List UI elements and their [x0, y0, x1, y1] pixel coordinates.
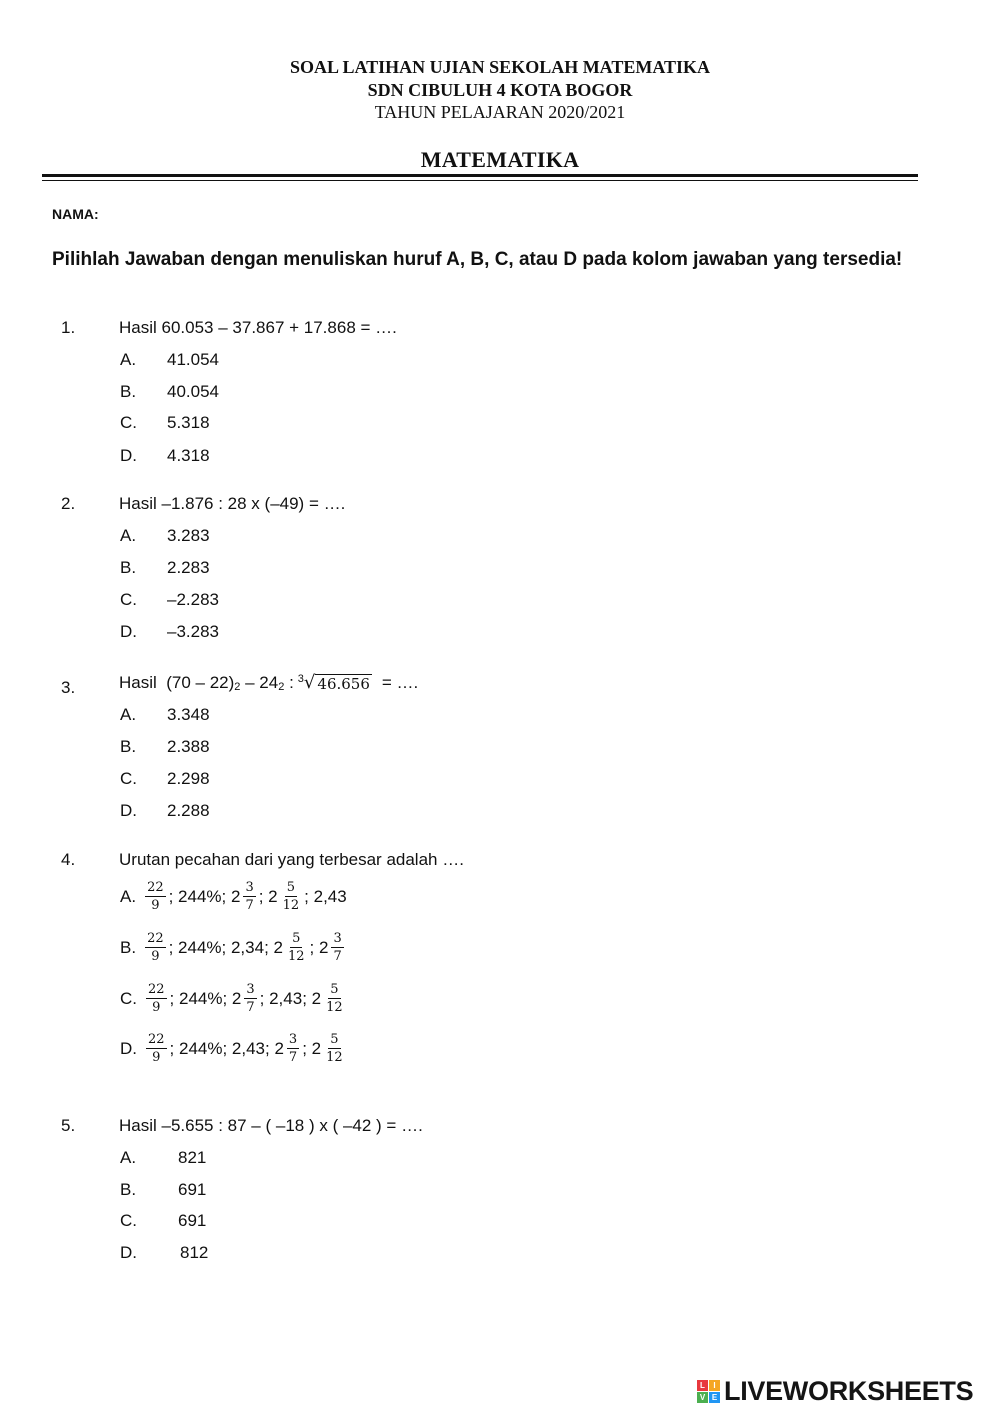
instruction-text: Pilihlah Jawaban dengan menuliskan huruf A, B, C, atau D pada kolom jawaban yang tersedia!: [52, 249, 903, 270]
numerator: 3: [288, 1032, 298, 1047]
logo-tile: I: [709, 1380, 720, 1391]
denominator: 12: [287, 949, 305, 964]
fraction: [324, 982, 345, 1015]
option-letter[interactable]: C.: [120, 413, 137, 432]
option-letter[interactable]: A.: [120, 705, 137, 724]
numerator: 3: [245, 880, 254, 895]
option-value[interactable]: 5.318: [167, 413, 210, 432]
subject-heading: MATEMATIKA: [420, 147, 580, 172]
fraction: [324, 1032, 345, 1065]
fraction: [331, 931, 343, 964]
numerator: 22: [147, 931, 164, 946]
option-value[interactable]: –3.283: [167, 622, 219, 641]
denominator: 7: [333, 949, 342, 964]
option-letter[interactable]: B.: [120, 737, 137, 756]
numerator: 3: [246, 982, 255, 997]
logo-tile: E: [709, 1392, 720, 1403]
school-year: TAHUN PELAJARAN 2020/2021: [374, 102, 626, 122]
option-letter[interactable]: B.: [120, 937, 137, 957]
question-number: 3.: [61, 678, 76, 697]
option-text: ; 244%; 2,34; 2: [168, 937, 283, 957]
expr-prefix: Hasil (70 – 22): [119, 673, 235, 692]
option-row-d[interactable]: [120, 1032, 348, 1065]
option-text: ; 2: [302, 1038, 322, 1058]
option-letter[interactable]: B.: [120, 558, 137, 577]
denominator: 7: [288, 1050, 298, 1065]
option-value[interactable]: 691: [178, 1180, 207, 1199]
question-text: Hasil –5.655 : 87 – ( –18 ) x ( –42 ) = ….: [119, 1116, 423, 1135]
denominator: 12: [326, 1050, 343, 1065]
question-number: 2.: [61, 494, 76, 513]
question-text: Hasil –1.876 : 28 x (–49) = ….: [119, 494, 346, 513]
denominator: 12: [326, 1000, 343, 1015]
option-value[interactable]: 3.283: [167, 526, 210, 545]
option-value[interactable]: –2.283: [167, 590, 219, 609]
denominator: 9: [152, 1000, 161, 1015]
logo-tile: V: [697, 1392, 708, 1403]
header-divider-thin: [42, 180, 918, 181]
option-value[interactable]: 812: [180, 1243, 209, 1262]
numerator: 5: [286, 880, 296, 895]
option-text: ; 244%; 2: [169, 988, 242, 1008]
option-letter[interactable]: D.: [120, 446, 137, 465]
option-row-c[interactable]: [120, 982, 348, 1015]
option-letter[interactable]: A.: [120, 350, 137, 369]
brand-name: LIVEWORKSHEETS: [724, 1376, 974, 1406]
numerator: 22: [148, 982, 165, 997]
question-number: 4.: [61, 850, 76, 869]
option-value[interactable]: 40.054: [167, 382, 219, 401]
option-value[interactable]: 2.298: [167, 769, 210, 788]
fraction: [281, 880, 302, 913]
option-value[interactable]: 4.318: [167, 446, 210, 465]
option-value[interactable]: 2.283: [167, 558, 210, 577]
numerator: 22: [147, 880, 164, 895]
option-text: ; 2,43: [304, 886, 347, 906]
option-row-b[interactable]: [120, 931, 347, 964]
option-letter[interactable]: D.: [120, 1038, 137, 1058]
numerator: 5: [330, 1032, 339, 1047]
option-letter[interactable]: D.: [120, 1243, 137, 1262]
numerator: 3: [333, 931, 342, 946]
fraction: [286, 931, 307, 964]
root-index: 3: [297, 673, 304, 685]
radicand: 46.656: [317, 675, 370, 693]
fraction: [146, 1032, 167, 1065]
document-title: SOAL LATIHAN UJIAN SEKOLAH MATEMATIKA: [289, 57, 711, 77]
option-letter[interactable]: D.: [120, 801, 137, 820]
denominator: 12: [282, 898, 300, 913]
option-text: ; 2: [309, 937, 329, 957]
liveworksheets-logo-icon: [697, 1380, 720, 1403]
fraction: [146, 982, 167, 1015]
cube-root: [298, 672, 372, 693]
option-letter[interactable]: B.: [120, 382, 137, 401]
option-value[interactable]: 691: [178, 1211, 207, 1230]
option-text: ; 2: [258, 886, 278, 906]
fraction: [145, 931, 166, 964]
fraction: [244, 982, 256, 1015]
fraction: [287, 1032, 299, 1065]
option-letter[interactable]: C.: [120, 988, 137, 1008]
option-value[interactable]: 41.054: [167, 350, 219, 369]
question-text: [119, 672, 418, 693]
option-letter[interactable]: A.: [120, 526, 137, 545]
option-letter[interactable]: B.: [120, 1180, 137, 1199]
option-letter[interactable]: A.: [120, 1148, 137, 1167]
school-name: SDN CIBULUH 4 KOTA BOGOR: [367, 80, 633, 100]
numerator: 22: [148, 1032, 165, 1047]
question-text: Urutan pecahan dari yang terbesar adalah ….: [119, 850, 464, 869]
denominator: 9: [151, 949, 160, 964]
option-letter[interactable]: A.: [120, 886, 137, 906]
option-row-a[interactable]: [120, 880, 347, 913]
option-value[interactable]: 2.388: [167, 737, 210, 756]
option-letter[interactable]: C.: [120, 590, 137, 609]
option-text: ; 244%; 2: [168, 886, 241, 906]
option-value[interactable]: 821: [178, 1148, 207, 1167]
logo-tile: L: [697, 1380, 708, 1391]
denominator: 9: [151, 898, 160, 913]
name-label: NAMA:: [52, 206, 99, 222]
question-number: 1.: [61, 318, 76, 337]
exponent: 2: [278, 681, 285, 693]
option-value[interactable]: 3.348: [167, 705, 210, 724]
question-number: 5.: [61, 1116, 76, 1135]
option-letter[interactable]: C.: [120, 1211, 137, 1230]
numerator: 5: [292, 931, 301, 946]
option-text: ; 2,43; 2: [259, 988, 322, 1008]
expr-suffix: = ….: [381, 673, 419, 692]
option-letter[interactable]: C.: [120, 769, 137, 788]
expr-mid: – 24: [240, 673, 279, 692]
expr-colon: :: [284, 673, 294, 692]
denominator: 9: [152, 1050, 161, 1065]
denominator: 7: [245, 898, 254, 913]
header-divider-thick: [42, 174, 918, 177]
question-text: Hasil 60.053 – 37.867 + 17.868 = ….: [119, 318, 397, 337]
exponent: 2: [234, 681, 241, 693]
numerator: 5: [330, 982, 339, 997]
denominator: 7: [246, 1000, 255, 1015]
option-text: ; 244%; 2,43; 2: [169, 1038, 284, 1058]
fraction: [243, 880, 255, 913]
root-sign: √: [303, 672, 316, 693]
option-value[interactable]: 2.288: [167, 801, 210, 820]
liveworksheets-watermark[interactable]: [697, 1376, 973, 1407]
option-letter[interactable]: D.: [120, 622, 137, 641]
fraction: [145, 880, 166, 913]
